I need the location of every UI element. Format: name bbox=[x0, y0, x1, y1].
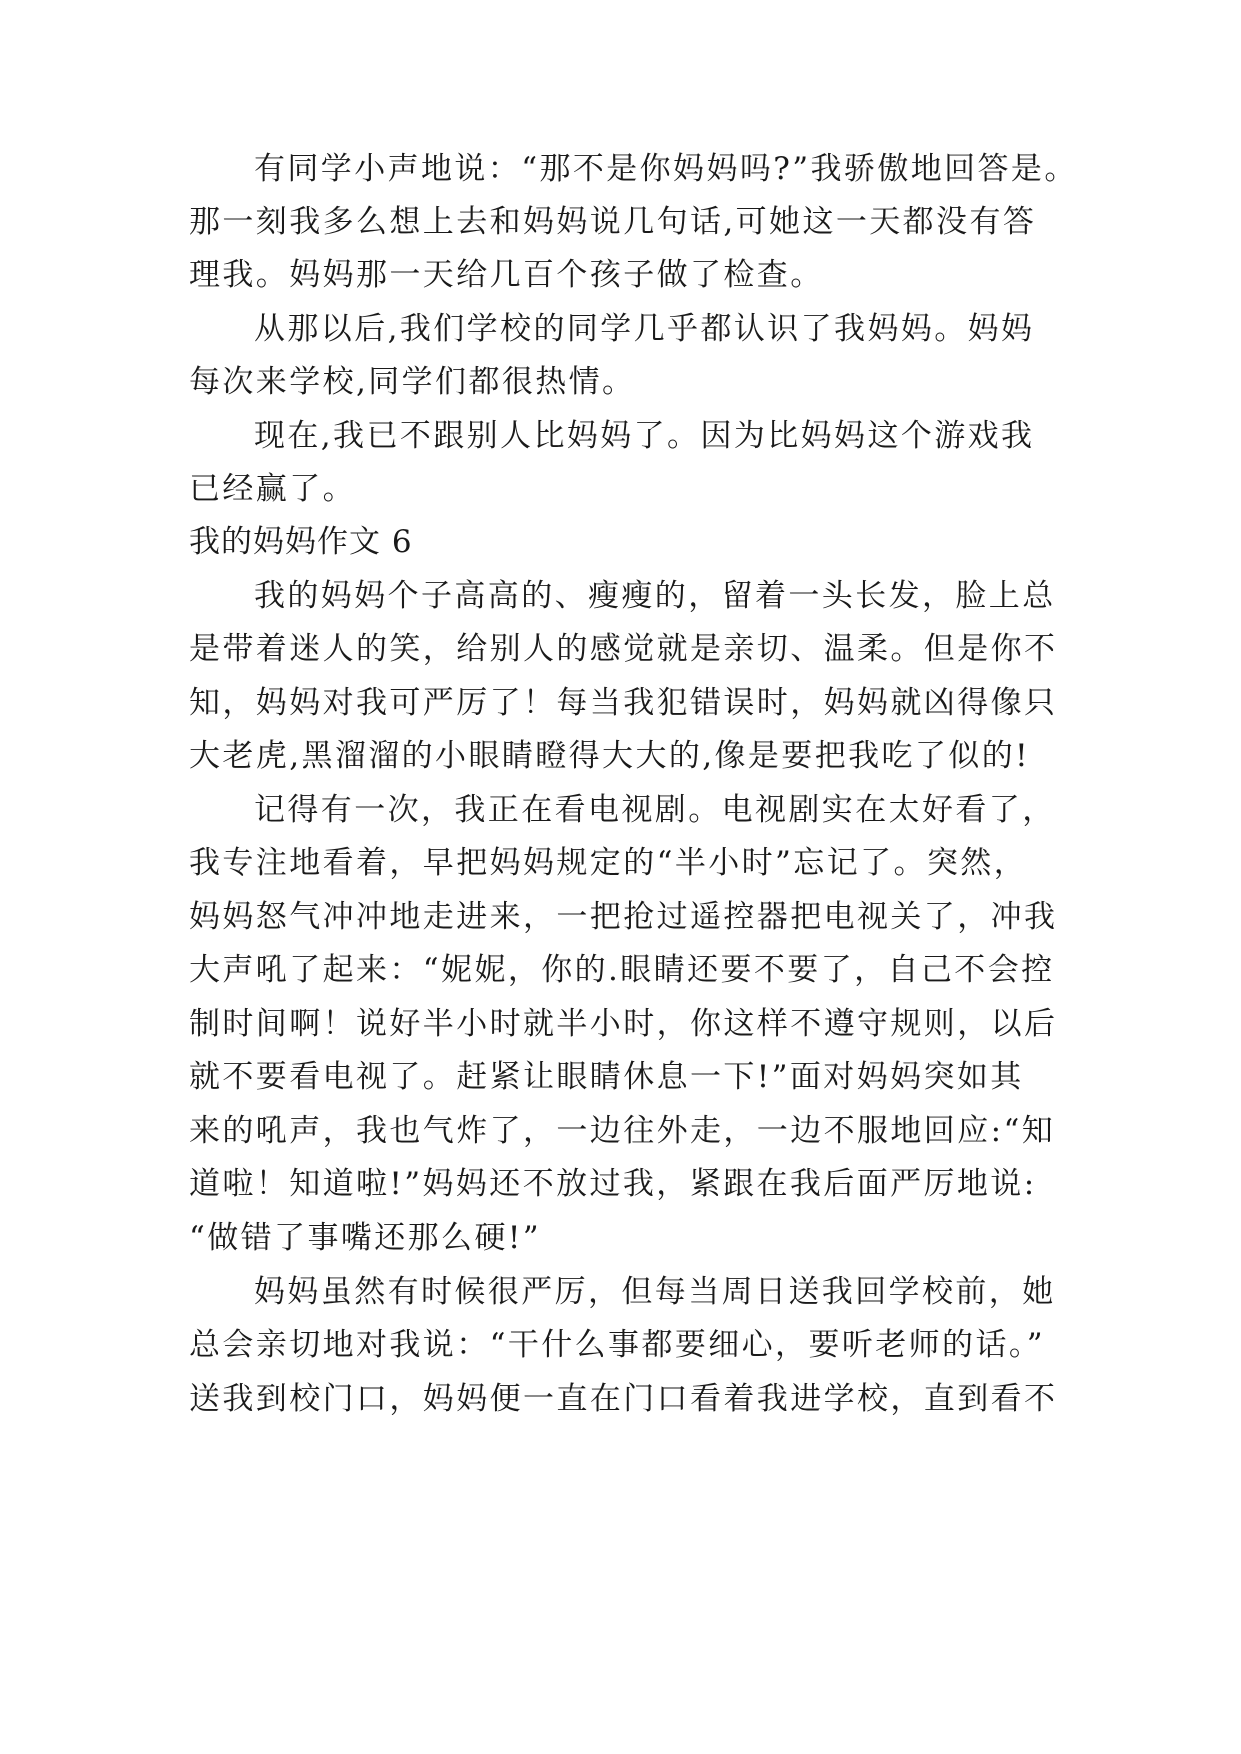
text-line: 记得有一次，我正在看电视剧。电视剧实在太好看了， bbox=[254, 792, 1056, 828]
text-line: 妈妈怒气冲冲地走进来，一把抢过遥控器把电视关了，冲我 bbox=[189, 899, 1058, 935]
text-line: 每次来学校,同学们都很热情。 bbox=[189, 364, 636, 400]
text-line: 我的妈妈个子高高的、瘦瘦的，留着一头长发，脸上总 bbox=[254, 578, 1056, 614]
text-line: 道啦！知道啦!”妈妈还不放过我，紧跟在我后面严厉地说: bbox=[189, 1166, 1037, 1202]
text-line: 理我。妈妈那一天给几百个孩子做了检查。 bbox=[189, 257, 824, 293]
text-line: 制时间啊！说好半小时就半小时，你这样不遵守规则，以后 bbox=[189, 1006, 1058, 1042]
text-line: 现在,我已不跟别人比妈妈了。因为比妈妈这个游戏我 bbox=[254, 418, 1035, 454]
text-line: 送我到校门口，妈妈便一直在门口看着我进学校，直到看不 bbox=[189, 1381, 1058, 1417]
text-line: 已经赢了。 bbox=[189, 471, 356, 507]
text-line: 妈妈虽然有时候很严厉，但每当周日送我回学校前，她 bbox=[254, 1274, 1056, 1310]
text-line: 我专注地看着，早把妈妈规定的“半小时”忘记了。突然， bbox=[189, 845, 1028, 881]
text-line: 有同学小声地说：“那不是你妈妈吗?”我骄傲地回答是。 bbox=[254, 151, 1078, 187]
text-line: 是带着迷人的笑，给别人的感觉就是亲切、温柔。但是你不 bbox=[189, 631, 1058, 667]
section-heading: 我的妈妈作文 6 bbox=[189, 524, 413, 560]
text-line: 就不要看电视了。赶紧让眼睛休息一下!”面对妈妈突如其 bbox=[189, 1059, 1024, 1095]
text-line: 大声吼了起来：“妮妮，你的.眼睛还要不要了，自己不会控 bbox=[189, 952, 1055, 988]
text-line: 总会亲切地对我说：“干什么事都要细心，要听老师的话。” bbox=[189, 1327, 1045, 1363]
text-line: 那一刻我多么想上去和妈妈说几句话,可她这一天都没有答 bbox=[189, 204, 1037, 240]
text-line: “做错了事嘴还那么硬!” bbox=[189, 1220, 541, 1256]
text-line: 大老虎,黑溜溜的小眼睛瞪得大大的,像是要把我吃了似的! bbox=[189, 738, 1030, 774]
text-line: 知，妈妈对我可严厉了！每当我犯错误时，妈妈就凶得像只 bbox=[189, 685, 1058, 721]
text-line: 从那以后,我们学校的同学几乎都认识了我妈妈。妈妈 bbox=[254, 311, 1035, 347]
text-line: 来的吼声，我也气炸了，一边往外走，一边不服地回应:“知 bbox=[189, 1113, 1056, 1149]
